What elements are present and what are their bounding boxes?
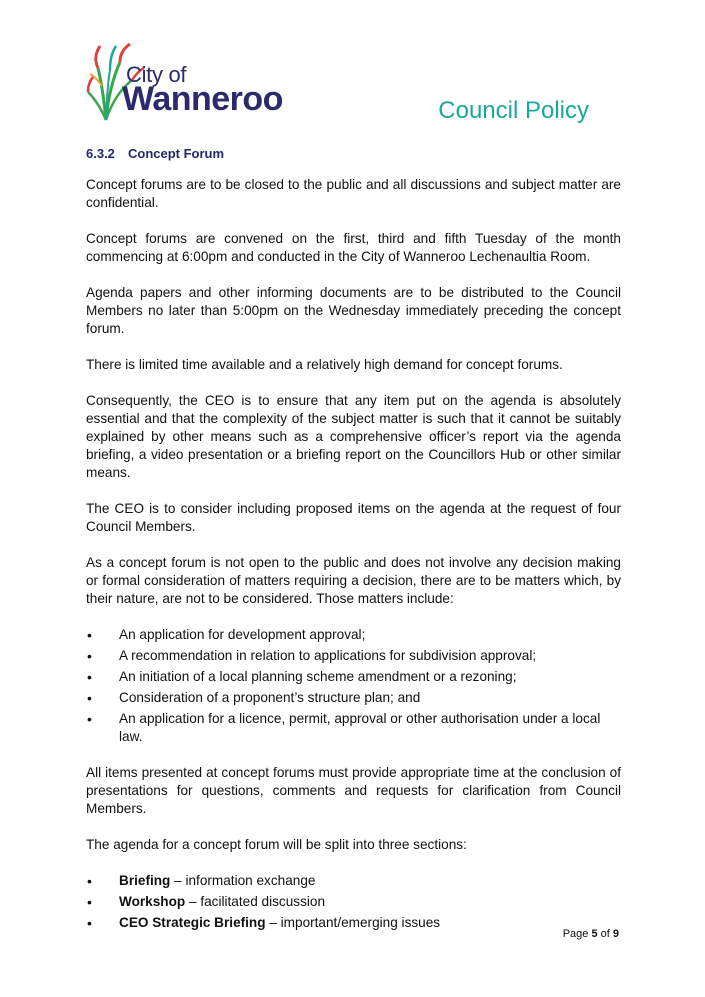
bullet-icon: • (87, 627, 92, 643)
agenda-sections-list (86, 872, 621, 932)
paragraph: Consequently, the CEO is to ensure that any item put on the agenda is absolutely essential and that the complexity of the subject matter is such that it cannot be suitably explained by other means such as a comprehensive officer’s report via the agenda briefing, a video presentation or a briefing report on the Councillors Hub or other similar means. (86, 393, 621, 480)
list-item-text: Consideration of a proponent’s structure plan; and (119, 690, 421, 705)
logo-city-of-text: City of (126, 62, 187, 87)
current-page: 5 (591, 928, 598, 940)
section-title: Concept Forum (128, 146, 225, 161)
bullet-icon: • (87, 690, 92, 706)
agenda-desc: – information exchange (170, 873, 316, 888)
section-number: 6.3.2 (86, 146, 115, 161)
agenda-term: Briefing (119, 873, 171, 888)
list-item (86, 710, 621, 746)
list-item-text: An initiation of a local planning scheme amendment or a rezoning; (119, 669, 517, 684)
list-item-text: An application for a licence, permit, approval or other authorisation under a local law. (119, 711, 601, 744)
agenda-term: CEO Strategic Briefing (119, 915, 266, 930)
logo-wanneroo-text: Wanneroo (122, 80, 283, 118)
bullet-icon: • (87, 711, 92, 727)
bullet-icon: • (87, 873, 92, 889)
agenda-term: Workshop (119, 894, 186, 909)
paragraph: There is limited time available and a relatively high demand for concept forums. (86, 357, 563, 372)
paragraph: Concept forums are convened on the first, third and fifth Tuesday of the month commencing at 6:00pm and conducted in the City of Wanneroo Lechenaultia Room. (86, 231, 621, 264)
paragraph: Concept forums are to be closed to the public and all discussions and subject matter are confidential. (86, 177, 621, 210)
paragraph: Agenda papers and other informing documents are to be distributed to the Council Members no later than 5:00pm on the Wednesday immediately preceding the concept forum. (86, 285, 621, 336)
list-item (86, 668, 621, 686)
list-item (86, 893, 621, 911)
bullet-icon: • (87, 669, 92, 685)
bullet-icon: • (87, 894, 92, 910)
of-label: of (597, 928, 613, 940)
document-body (86, 176, 621, 950)
list-item (86, 914, 621, 932)
council-policy-title: Council Policy (438, 97, 589, 124)
paragraph: All items presented at concept forums must provide appropriate time at the conclusion of presentations for questions, comments and requests for clarification from Council Members. (86, 765, 621, 816)
list-item-text: A recommendation in relation to applications for subdivision approval; (119, 648, 537, 663)
total-pages: 9 (612, 928, 619, 940)
list-item (86, 689, 621, 707)
page-label: Page (562, 928, 592, 940)
bullet-icon: • (87, 648, 92, 664)
excluded-matters-list (86, 626, 621, 746)
paragraph: As a concept forum is not open to the public and does not involve any decision making or formal consideration of matters requiring a decision, there are to be matters which, by their nature, are not to be considered. Those matters include: (86, 555, 621, 606)
list-item (86, 626, 621, 644)
list-item (86, 872, 621, 890)
paragraph: The agenda for a concept forum will be split into three sections: (86, 837, 467, 852)
list-item-text: An application for development approval; (119, 627, 366, 642)
agenda-desc: – facilitated discussion (185, 894, 326, 909)
paragraph: The CEO is to consider including proposed items on the agenda at the request of four Council Members. (86, 501, 621, 534)
city-of-wanneroo-logo (86, 40, 301, 122)
page-number-footer (563, 928, 619, 940)
section-heading (86, 146, 224, 161)
list-item (86, 647, 621, 665)
bullet-icon: • (87, 915, 92, 931)
agenda-desc: – important/emerging issues (265, 915, 441, 930)
